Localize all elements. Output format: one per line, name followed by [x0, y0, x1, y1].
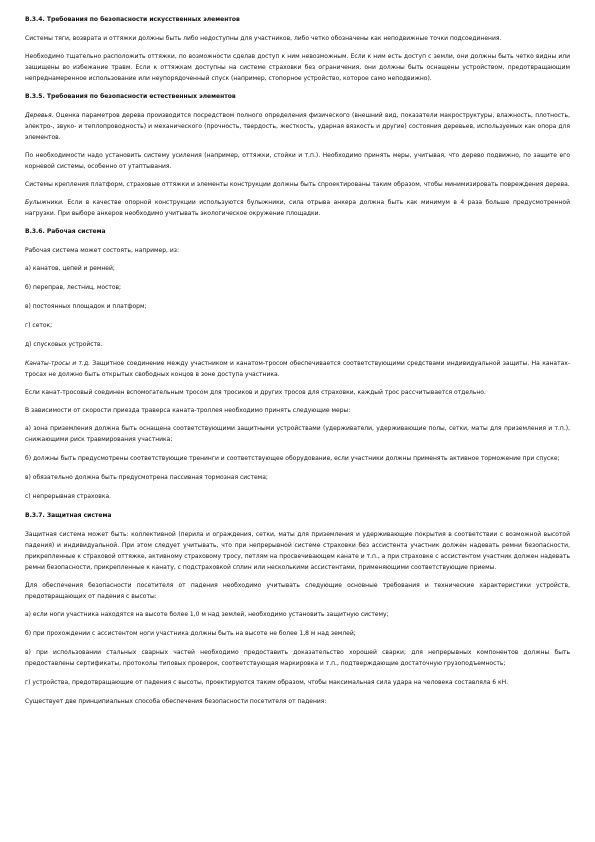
- paragraph: Рабочая система может состоять, например, из:: [25, 247, 179, 254]
- paragraph-text: Оценка параметров дерева производится посредством полного определения физического (внешний вид, показатели макроструктуры, влажность, плотность, электро-, звуко- и теплопроводность) и механического (прочность, твердость, жесткость, ударная вязкость и другие) состояния деревьев, используемых как опора для элементов.: [25, 112, 570, 141]
- list-item: в) обязательно должна быть предусмотрена пассивная тормозная система;: [25, 474, 268, 481]
- paragraph: В зависимости от скорости приезда траверса каната-троллея необходимо принять следующие меры:: [25, 407, 351, 414]
- list-item: а) если ноги участника находятся на высоте более 1,0 м над землей, необходимо установить защитную систему;: [25, 611, 389, 618]
- paragraph: Системы тяги, возврата и оттяжки должны быть либо недоступны для участников, либо четко обозначены как неподвижные точки подсоединения.: [25, 35, 502, 42]
- list-item: в) постоянных площадок и платформ;: [25, 303, 147, 310]
- paragraph: Защитная система может быть: коллективной (перила и ограждения, сетки, маты для приземления и удерживающие покрытия в соответствии с возможной высотой падения) и индивидуальной. При этом следует учитывать, что при непрерывной системе страховки без ассистента участник должен надевать ремни безопасности, прикрепленные к страховой оттяжке, активному страховому тросу, петлям на просвечивающем канате и т.п., а при страховке с ассистентом участник должен надевать ремни безопасности, прикрепленные к канату, с подстраховкой сплин или несколькими ассистентами, применяющими соответствующие приемы.: [25, 531, 570, 571]
- paragraph-text: Защитное соединение между участником и канатом-тросом обеспечивается соответствующими средствами индивидуальной защиты. На канатах-тросах не должно быть открытых свободных концов в зоне доступа участника.: [25, 360, 570, 378]
- section-heading-3-6: В.3.6. Рабочая система: [25, 228, 106, 235]
- paragraph: Системы крепления платформ, страховые оттяжки и элементы конструкции должны быть спроектированы таким образом, чтобы минимизировать повреждения дерева.: [25, 181, 570, 188]
- paragraph: Если канат-тросовый соединен вспомогательным тросом для тросиков и других тросов для страховки, каждый трос рассчитывается отдельно.: [25, 389, 486, 396]
- list-item: а) зона приземления должна быть оснащена соответствующими защитными устройствами (удерживатели, удерживающие полы, сетки, маты для приземления и т.п.), снижающими риск травмирования участника;: [25, 425, 570, 443]
- list-item: г) сеток;: [25, 322, 53, 329]
- list-item: с) непрерывная страховка.: [25, 493, 112, 500]
- paragraph: [25, 197, 570, 219]
- paragraph: Необходимо тщательно расположить оттяжки, по возможности сделав доступ к ним невозможным. Если к ним есть доступ с земли, они должны быть четко видны или защищены во избежание травм. Если к оттяжкам доступны на системе страховки без ограничения, они должны быть оснащены устройством, предотвращающим непреднамеренное использование или неупорядоченный спуск (например, стопорное устройство, которое само неподвижно).: [25, 53, 570, 82]
- term-ropes: Канаты-тросы и т.д.: [25, 360, 91, 367]
- list-item: г) устройства, предотвращающие от падения с высоты, проектируются таким образом, чтобы максимальная сила удара на человека составляла 6 кН.: [25, 679, 509, 686]
- paragraph: [25, 110, 570, 143]
- list-item: б) должны быть предусмотрены соответствующие тренинги и соответствующее оборудование, если участники должны применять активное торможение при спуске;: [25, 455, 560, 462]
- paragraph: По необходимости надо установить систему усиления (например, оттяжки, стойки и т.п.). Необходимо принять меры, учитывая, что дерево подвижно, по защите его корневой системы, особенно от утаптывания.: [25, 152, 570, 170]
- section-heading-3-4: В.3.4. Требования по безопасности искусственных элементов: [25, 16, 240, 23]
- list-item: в) при использовании стальных сварных частей необходимо предоставить доказательство хорошей сварки; для непрерывных компонентов должны быть предоставлены сертификаты, протоколы типовых проверок, соответствующая маркировка и т.п., подтверждающие достаточную грузоподъемность;: [25, 649, 570, 667]
- paragraph: Для обеспечения безопасности посетителя от падения необходимо учитывать следующие основные требования и технические характеристики устройств, предотвращающих от падения с высоты:: [25, 582, 570, 600]
- paragraph-text: Если в качестве опорной конструкции используются булыжники, сила отрыва анкера должна быть как минимум в 4 раза больше предусмотренной нагрузки. При выборе анкеров необходимо учитывать экологическое окружение площадки.: [25, 199, 570, 217]
- term-boulders: Булыжники.: [25, 199, 64, 206]
- list-item: д) спусковых устройств.: [25, 341, 103, 348]
- list-item: а) канатов, цепей и ремней;: [25, 265, 115, 272]
- list-item: б) переправ, лестниц, мостов;: [25, 284, 122, 291]
- paragraph: [25, 358, 570, 380]
- section-heading-3-7: В.3.7. Защитная система: [25, 512, 112, 519]
- list-item: б) при прохождении с ассистентом ноги участника должны быть на высоте не более 1,8 м над землей;: [25, 630, 356, 637]
- paragraph: Существует две принципиальных способа обеспечения безопасности посетителя от падения:: [25, 698, 327, 705]
- term-trees: Деревья.: [25, 112, 54, 119]
- section-heading-3-5: В.3.5. Требования по безопасности естественных элементов: [25, 93, 236, 100]
